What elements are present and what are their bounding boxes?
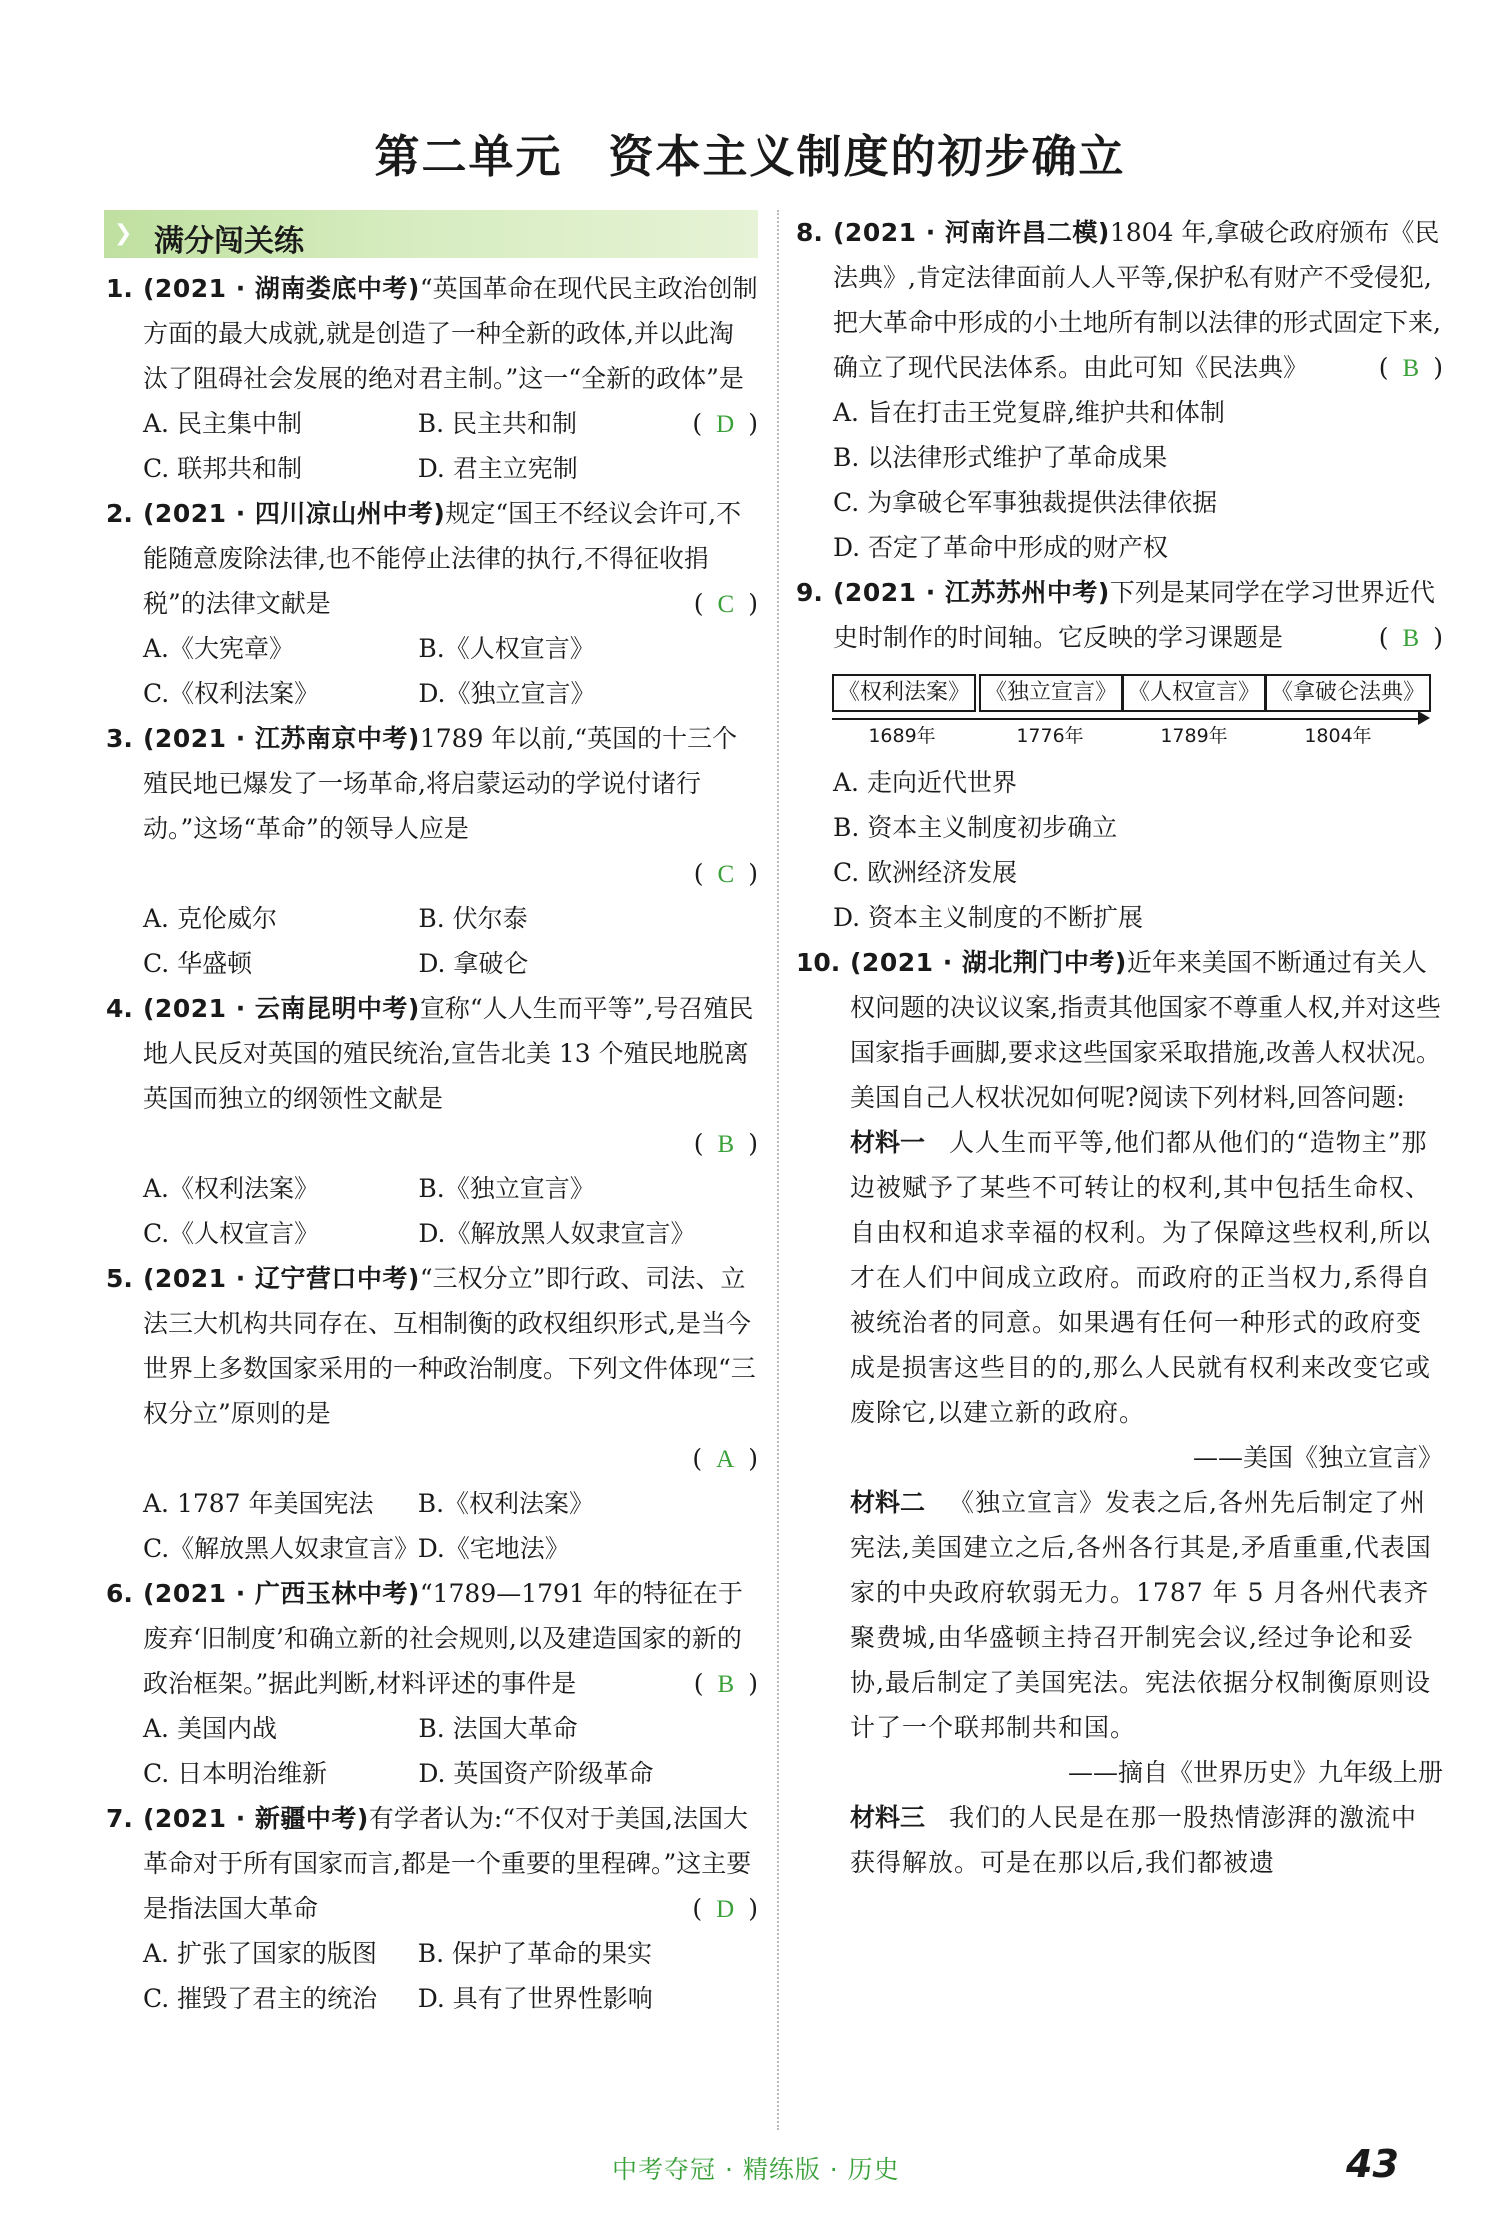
answer-box: (B) (693, 1129, 772, 1158)
answer-letter: D (716, 1896, 749, 1923)
answer-letter: C (717, 591, 749, 618)
question-source: (2021 · 新疆中考) (143, 1804, 369, 1833)
page-title (0, 120, 1500, 185)
page-number: 43 (1346, 2142, 1399, 2186)
material-label: 材料一 (850, 1128, 926, 1157)
unit-title: 资本主义制度的初步确立 (608, 130, 1126, 183)
question-stem: 1804 年,拿破仑政府颁布《民法典》,肯定法律面前人人平等,保护私有财产不受侵犯,把大革命中形成的小土地所有制以法律的形式固定下来,确立了现代民法体系。由此可知《民法典》 (833, 218, 1441, 382)
option: D. 具有了世界性影响 (417, 1984, 653, 2013)
options (143, 1166, 694, 1256)
answer-box: (D) (692, 1894, 772, 1923)
option: B.《权利法案》 (417, 1489, 595, 1518)
timeline-year: 1789年 (1160, 725, 1228, 747)
question-number: 1. (106, 274, 133, 303)
material-text: 人人生而平等,他们都从他们的“造物主”那边被赋予了某些不可转让的权利,其中包括生命权、自由权和追求幸福的权利。为了保障这些权利,所以才在人们中间成立政府。而政府的正当权力,系得自被统治者的同意。如果遇有任何一种形式的政府变成是损害这些目的的,那么人民就有权利来改变它或废除它,以建立新的政府。 (850, 1128, 1431, 1427)
question-number: 5. (106, 1264, 133, 1293)
question-source: (2021 · 湖南娄底中考) (143, 274, 420, 303)
option: C. 联邦共和制 (143, 454, 303, 483)
question-stem: 下列是某同学在学习世界近代史时制作的时间轴。它反映的学习课题是 (833, 578, 1435, 652)
question-9 (796, 570, 1457, 660)
option: C. 日本明治维新 (143, 1759, 328, 1788)
arrow-right-icon (1418, 711, 1430, 725)
question-8 (796, 210, 1457, 570)
options (143, 1706, 694, 1796)
option: D. 拿破仑 (418, 949, 529, 978)
option: A. 走向近代世界 (833, 768, 1017, 797)
options (143, 626, 694, 716)
question-stem: 有学者认为:“不仅对于美国,法国大革命对于所有国家而言,都是一个重要的里程碑。”这主要是指法国大革命 (143, 1804, 752, 1923)
question-stem: 宣称“人人生而平等”,号召殖民地人民反对英国的殖民统治,宣告北美 13 个殖民地脱离英国而独立的纲领性文献是 (143, 994, 754, 1113)
option: C.《人权宣言》 (143, 1219, 320, 1248)
answer-letter: C (717, 861, 749, 888)
question-number: 4. (106, 994, 133, 1023)
right-column (796, 210, 1457, 1885)
option: C.《权利法案》 (143, 679, 320, 708)
timeline-doc: 《人权宣言》 (1122, 674, 1266, 712)
section-banner (104, 210, 758, 258)
timeline-year: 1804年 (1304, 725, 1372, 747)
chevron-right-icon: ❯ (114, 221, 133, 246)
timeline-year: 1689年 (868, 725, 936, 747)
option: C. 摧毁了君主的统治 (143, 1984, 378, 2013)
options (143, 896, 694, 986)
answer-box: (D) (692, 409, 772, 438)
material-1 (798, 1120, 1443, 1480)
option: A. 旨在打击王党复辟,维护共和体制 (833, 398, 1225, 427)
column-divider (777, 210, 779, 2130)
option: A. 美国内战 (143, 1714, 277, 1743)
question-stem: 1789 年以前,“英国的十三个殖民地已爆发了一场革命,将启蒙运动的学说付诸行动。”这场“革命”的领导人应是 (143, 724, 738, 843)
question-number: 8. (796, 218, 823, 247)
answer-letter: B (1402, 625, 1434, 652)
material-2 (798, 1480, 1443, 1795)
question-stem: “英国革命在现代民主政治创制方面的最大成就,就是创造了一种全新的政体,并以此淘汰了阻碍社会发展的绝对君主制。”这一“全新的政体”是 (143, 274, 758, 393)
material-label: 材料三 (850, 1803, 926, 1832)
question-10 (798, 940, 1443, 1120)
timeline-doc: 《独立宣言》 (979, 674, 1123, 712)
option: A. 1787 年美国宪法 (143, 1489, 374, 1518)
material-3 (798, 1795, 1443, 1885)
footer-brand: 中考夺冠 · 精练版 · 历史 (612, 2155, 900, 2184)
material-citation: ——摘自《世界历史》九年级上册 (1067, 1758, 1443, 1787)
material-label: 材料二 (850, 1488, 926, 1517)
question-3 (106, 716, 772, 986)
option: C. 为拿破仑军事独裁提供法律依据 (833, 488, 1218, 517)
section-label: 满分闯关练 (154, 224, 304, 259)
question-6 (106, 1571, 772, 1796)
answer-box: (C) (693, 859, 772, 888)
answer-letter: B (1402, 355, 1434, 382)
option: C. 华盛顿 (143, 949, 253, 978)
options (833, 760, 1443, 940)
question-source: (2021 · 四川凉山州中考) (143, 499, 446, 528)
question-2 (106, 491, 772, 716)
option: A.《大宪章》 (143, 634, 295, 663)
timeline-axis (832, 718, 1422, 720)
option: D.《宅地法》 (417, 1534, 570, 1563)
question-number: 9. (796, 578, 823, 607)
answer-box: (B) (693, 1669, 772, 1698)
option: B. 保护了革命的果实 (417, 1939, 652, 1968)
options (833, 390, 1379, 570)
option: A. 民主集中制 (143, 409, 302, 438)
option: D. 资本主义制度的不断扩展 (833, 903, 1144, 932)
answer-box: (C) (693, 589, 772, 618)
timeline-year: 1776年 (1016, 725, 1084, 747)
question-stem: “1789—1791 年的特征在于废弃‘旧制度’和确立新的社会规则,以及建造国家的新的政治框架。”据此判断,材料评述的事件是 (143, 1579, 743, 1698)
material-citation: ——美国《独立宣言》 (1192, 1443, 1443, 1472)
answer-letter: D (716, 411, 749, 438)
question-number: 7. (106, 1804, 133, 1833)
option: D.《解放黑人奴隶宣言》 (418, 1219, 696, 1248)
option: A. 克伦威尔 (143, 904, 277, 933)
option: B. 资本主义制度初步确立 (833, 813, 1118, 842)
options (143, 1481, 692, 1571)
question-source: (2021 · 江苏南京中考) (143, 724, 420, 753)
answer-letter: B (717, 1131, 749, 1158)
options (143, 1931, 692, 2021)
question-stem: 规定“国王不经议会许可,不能随意废除法律,也不能停止法律的执行,不得征收捐税”的法律文献是 (143, 499, 742, 618)
option: B.《独立宣言》 (418, 1174, 595, 1203)
answer-box: (A) (692, 1444, 772, 1473)
question-number: 2. (106, 499, 133, 528)
question-number: 10. (796, 948, 841, 977)
material-text: 我们的人民是在那一股热情澎湃的激流中获得解放。可是在那以后,我们都被遗 (850, 1803, 1418, 1877)
left-column (106, 210, 772, 2021)
question-source: (2021 · 云南昆明中考) (143, 994, 420, 1023)
question-9-options (798, 760, 1443, 940)
answer-box: (B) (1378, 623, 1457, 652)
material-text: 《独立宣言》发表之后,各州先后制定了州宪法,美国建立之后,各州各行其是,矛盾重重,代表国家的中央政府软弱无力。1787 年 5 月各州代表齐聚费城,由华盛顿主持召开制宪会议,经过争论和妥协,最后制定了美国宪法。宪法依据分权制衡原则设计了一个联邦制共和国。 (850, 1488, 1432, 1742)
option: C. 欧洲经济发展 (833, 858, 1018, 887)
question-source: (2021 · 广西玉林中考) (143, 1579, 420, 1608)
option: B. 民主共和制 (417, 409, 577, 438)
question-4 (106, 986, 772, 1256)
answer-letter: A (716, 1446, 749, 1473)
question-7 (106, 1796, 772, 2021)
option: D.《独立宣言》 (418, 679, 596, 708)
footer (0, 2142, 1500, 2198)
answer-box: (B) (1378, 353, 1457, 382)
option: D. 英国资产阶级革命 (418, 1759, 654, 1788)
question-source: (2021 · 湖北荆门中考) (850, 948, 1127, 977)
unit-label: 第二单元 (374, 130, 563, 183)
option: C.《解放黑人奴隶宣言》 (143, 1534, 420, 1563)
option: B. 伏尔泰 (418, 904, 528, 933)
question-stem: “三权分立”即行政、司法、立法三大机构共同存在、互相制衡的政权组织形式,是当今世界上多数国家采用的一种政治制度。下列文件体现“三权分立”原则的是 (143, 1264, 756, 1428)
option: D. 否定了革命中形成的财产权 (833, 533, 1169, 562)
timeline-doc: 《权利法案》 (832, 674, 976, 712)
option: B.《人权宣言》 (418, 634, 595, 663)
option: A.《权利法案》 (143, 1174, 320, 1203)
option: A. 扩张了国家的版图 (143, 1939, 377, 1968)
option: B. 以法律形式维护了革命成果 (833, 443, 1168, 472)
options (143, 401, 692, 491)
question-number: 6. (106, 1579, 133, 1608)
question-5 (106, 1256, 772, 1571)
question-source: (2021 · 江苏苏州中考) (833, 578, 1110, 607)
timeline-doc: 《拿破仑法典》 (1265, 674, 1431, 712)
question-source: (2021 · 河南许昌二模) (833, 218, 1110, 247)
question-stem: 近年来美国不断通过有关人权问题的决议议案,指责其他国家不尊重人权,并对这些国家指手画脚,要求这些国家采取措施,改善人权状况。美国自己人权状况如何呢?阅读下列材料,回答问题: (850, 948, 1441, 1112)
answer-letter: B (717, 1671, 749, 1698)
timeline (832, 674, 1430, 750)
option: B. 法国大革命 (418, 1714, 578, 1743)
option: D. 君主立宪制 (417, 454, 578, 483)
question-number: 3. (106, 724, 133, 753)
question-1 (106, 266, 772, 491)
question-source: (2021 · 辽宁营口中考) (143, 1264, 420, 1293)
